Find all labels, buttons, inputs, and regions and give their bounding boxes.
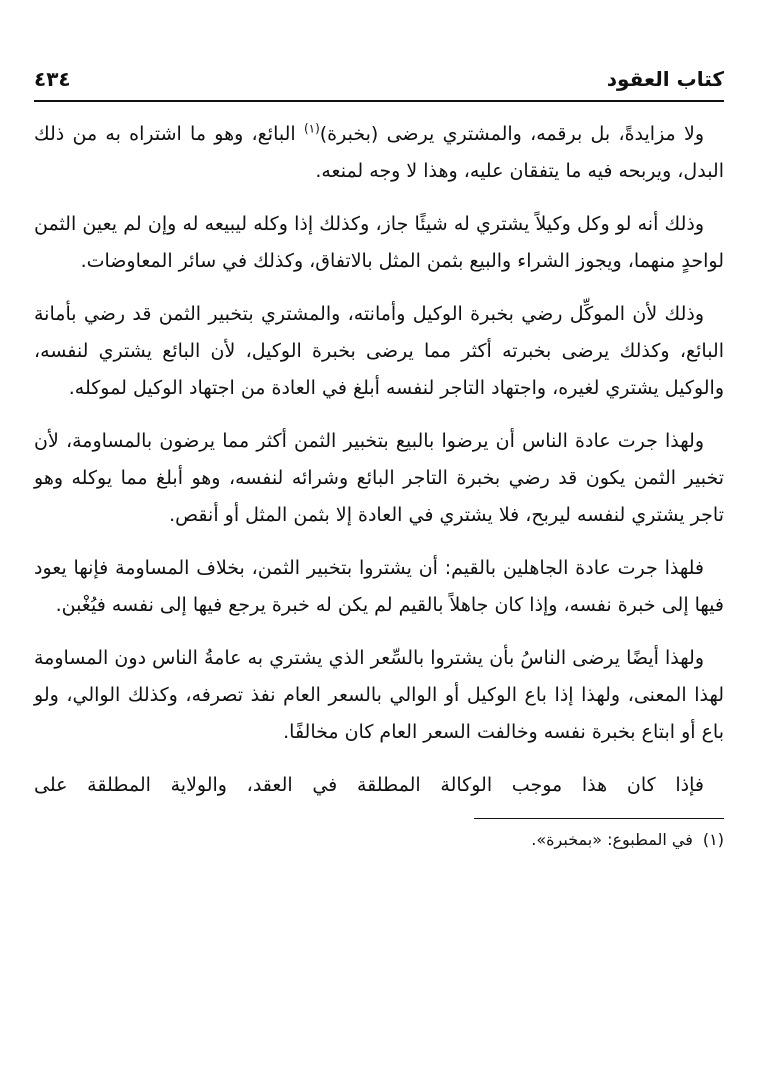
paragraph: [34, 116, 724, 190]
paragraph: وذلك لأن الموكِّل رضي بخبرة الوكيل وأمانته، والمشتري بتخبير الثمن قد رضي بأمانة البائع، وكذلك يرضى بخبرته أكثر مما يرضى بخبرة الوكيل، لأن البائع يشتري لنفسه، والوكيل يشتري لغيره، واجتهاد التاجر لنفسه أبلغ في العادة من اجتهاد الوكيل لموكله.: [34, 303, 724, 399]
paragraph: ولهذا أيضًا يرضى الناسُ بأن يشتروا بالسِّعر الذي يشتري به عامةُ الناس دون المساومة لهذا المعنى، ولهذا إذا باع الوكيل أو الوالي بالسعر العام نفذ تصرفه، وكذلك الوالي، ولو باع أو ابتاع بخبرة نفسه وخالفت السعر العام كان مخالفًا.: [34, 647, 724, 743]
book-title: كتاب العقود: [606, 67, 724, 91]
body-text: [34, 116, 724, 804]
footnote-label: (١): [702, 830, 724, 849]
footnote: [34, 827, 724, 853]
paragraph-text: ولا مزايدةً، بل برقمه، والمشتري يرضى (بخبرة): [319, 123, 704, 145]
page-number: ٤٣٤: [34, 67, 71, 91]
paragraph-text: البائع، وهو ما اشتراه به من ذلك البدل، ويربحه فيه ما يتفقان عليه، وهذا لا وجه لمنعه.: [34, 123, 724, 182]
paragraph: فإذا كان هذا موجب الوكالة المطلقة في العقد، والولاية المطلقة على: [34, 774, 704, 796]
footnote-rule: [474, 818, 724, 819]
paragraph: فلهذا جرت عادة الجاهلين بالقيم: أن يشتروا بتخبير الثمن، بخلاف المساومة فإنها يعود فيها إلى خبرة نفسه، وإذا كان جاهلاً بالقيم لم يكن له خبرة يرجع فيها إلى نفسه فيُغْبن.: [34, 557, 724, 616]
footnote-reference: (١): [303, 121, 320, 136]
paragraph: ولهذا جرت عادة الناس أن يرضوا بالبيع بتخبير الثمن أكثر مما يرضون بالمساومة، لأن تخبير الثمن يكون قد رضي بخبرة التاجر البائع وشرائه لنفسه، وهو أبلغ مما يوكله وهو تاجر يشتري لنفسه ليربح، فلا يشتري في العادة إلا بثمن المثل أو أنقص.: [34, 430, 724, 526]
running-header: [34, 62, 724, 96]
paragraph: وذلك أنه لو وكل وكيلاً يشتري له شيئًا جاز، وكذلك إذا وكله ليبيعه له وإن لم يعين الثمن لواحدٍ منهما، ويجوز الشراء والبيع بثمن المثل بالاتفاق، وكذلك في سائر المعاوضات.: [34, 213, 724, 272]
footnote-text: في المطبوع: «بمخبرة».: [531, 830, 693, 849]
footnotes: [34, 827, 724, 853]
header-rule: [34, 100, 724, 102]
document-page: [34, 62, 724, 853]
